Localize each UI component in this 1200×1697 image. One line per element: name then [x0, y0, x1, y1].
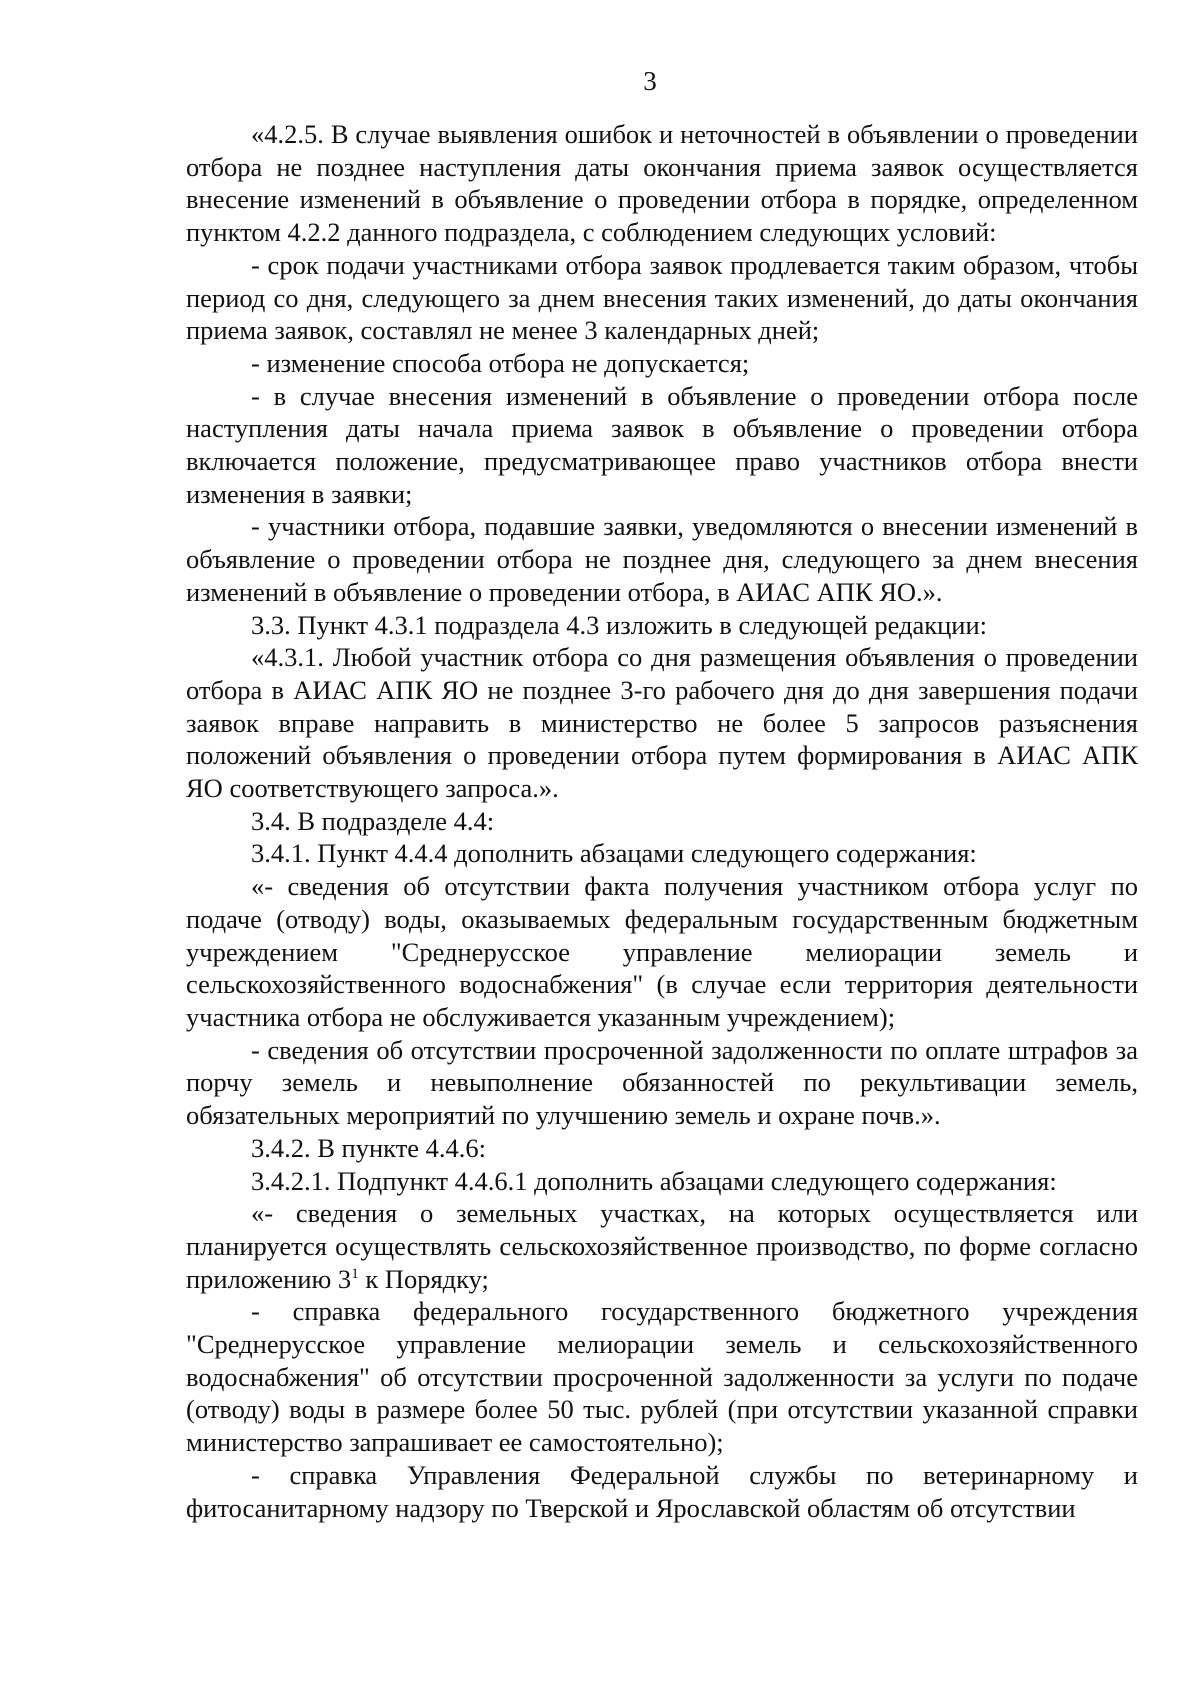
paragraph-3-3: 3.3. Пункт 4.3.1 подраздела 4.3 изложить в следующей редакции:: [251, 609, 988, 640]
paragraph-3-4-2-1: 3.4.2.1. Подпункт 4.4.6.1 дополнить абзацами следующего содержания:: [251, 1165, 1057, 1196]
document-body: [186, 118, 1138, 1524]
paragraph-notification: - участники отбора, подавшие заявки, уведомляются о внесении изменений в объявление о проведении отбора не позднее дня, следующего за днем внесения изменений в объявление о проведении отбора, в АИАС АПК ЯО.».: [186, 511, 1138, 607]
page-number: 3: [643, 66, 657, 96]
paragraph-fines-debt: - сведения об отсутствии просроченной задолженности по оплате штрафов за порчу земель и невыполнение обязанностей по рекультивации земель, обязательных мероприятий по улучшению земель и охране почв.».: [186, 1034, 1138, 1131]
paragraph-rosselkhoznadzor-certificate: - справка Управления Федеральной службы по ветеринарному и фитосанитарному надзору по Тверской и Ярославской областям об отсутствии: [186, 1459, 1138, 1523]
paragraph-4-2-5: «4.2.5. В случае выявления ошибок и неточностей в объявлении о проведении отбора не позднее наступления даты окончания приема заявок осуществляется внесение изменений в объявление о проведении отбора в порядке, определенном пунктом 4.2.2 данного подраздела, с соблюдением следующих условий:: [186, 119, 1138, 248]
paragraph-land-plots: [186, 1197, 1138, 1295]
paragraph-melioration-certificate: - справка федерального государственного бюджетного учреждения "Среднерусское управление мелиорации земель и сельскохозяйственного водоснабжения" об отсутствии просроченной задолженности за услуги по подаче (отводу) воды в размере более 50 тыс. рублей (при отсутствии указанной справки министерство запрашивает ее самостоятельно);: [186, 1296, 1138, 1458]
paragraph-3-4-2: 3.4.2. В пункте 4.4.6:: [251, 1132, 487, 1163]
paragraph-amendment-right: - в случае внесения изменений в объявление о проведении отбора после наступления даты начала приема заявок в объявление о проведении отбора включается положение, предусматривающее право участников отбора внести изменения в заявки;: [186, 380, 1138, 509]
land-plots-text-end: к Порядку;: [358, 1263, 489, 1294]
paragraph-3-4: 3.4. В подразделе 4.4:: [251, 805, 495, 836]
paragraph-4-3-1: «4.3.1. Любой участник отбора со дня размещения объявления о проведении отбора в АИАС АПК ЯО не позднее 3-го рабочего дня до дня завершения подачи заявок вправе направить в министерство не более 5 запросов разъяснения положений объявления о проведении отбора путем формирования в АИАС АПК ЯО соответствующего запроса.».: [186, 642, 1138, 804]
paragraph-3-4-1: 3.4.1. Пункт 4.4.4 дополнить абзацами следующего содержания:: [251, 838, 977, 869]
paragraph-water-services: «- сведения об отсутствии факта получения участником отбора услуг по подаче (отводу) воды, оказываемых федеральным государственным бюджетным учреждением "Среднерусское управление мелиорации земель и сельскохозяйственного водоснабжения" (в случае если территория деятельности участника отбора не обслуживается указанным учреждением);: [186, 871, 1138, 1032]
superscript-mark: 1: [351, 1265, 359, 1282]
paragraph-method-change: - изменение способа отбора не допускается;: [251, 347, 750, 378]
paragraph-deadline-extension: - срок подачи участниками отбора заявок продлевается таким образом, чтобы период со дня, следующего за днем внесения таких изменений, до даты окончания приема заявок, составлял не менее 3 календарных дней;: [186, 249, 1138, 346]
land-plots-text: «- сведения о земельных участках, на которых осуществляется или планируется осуществлять сельскохозяйственное производство, по форме согласно приложению 3: [186, 1198, 1138, 1294]
